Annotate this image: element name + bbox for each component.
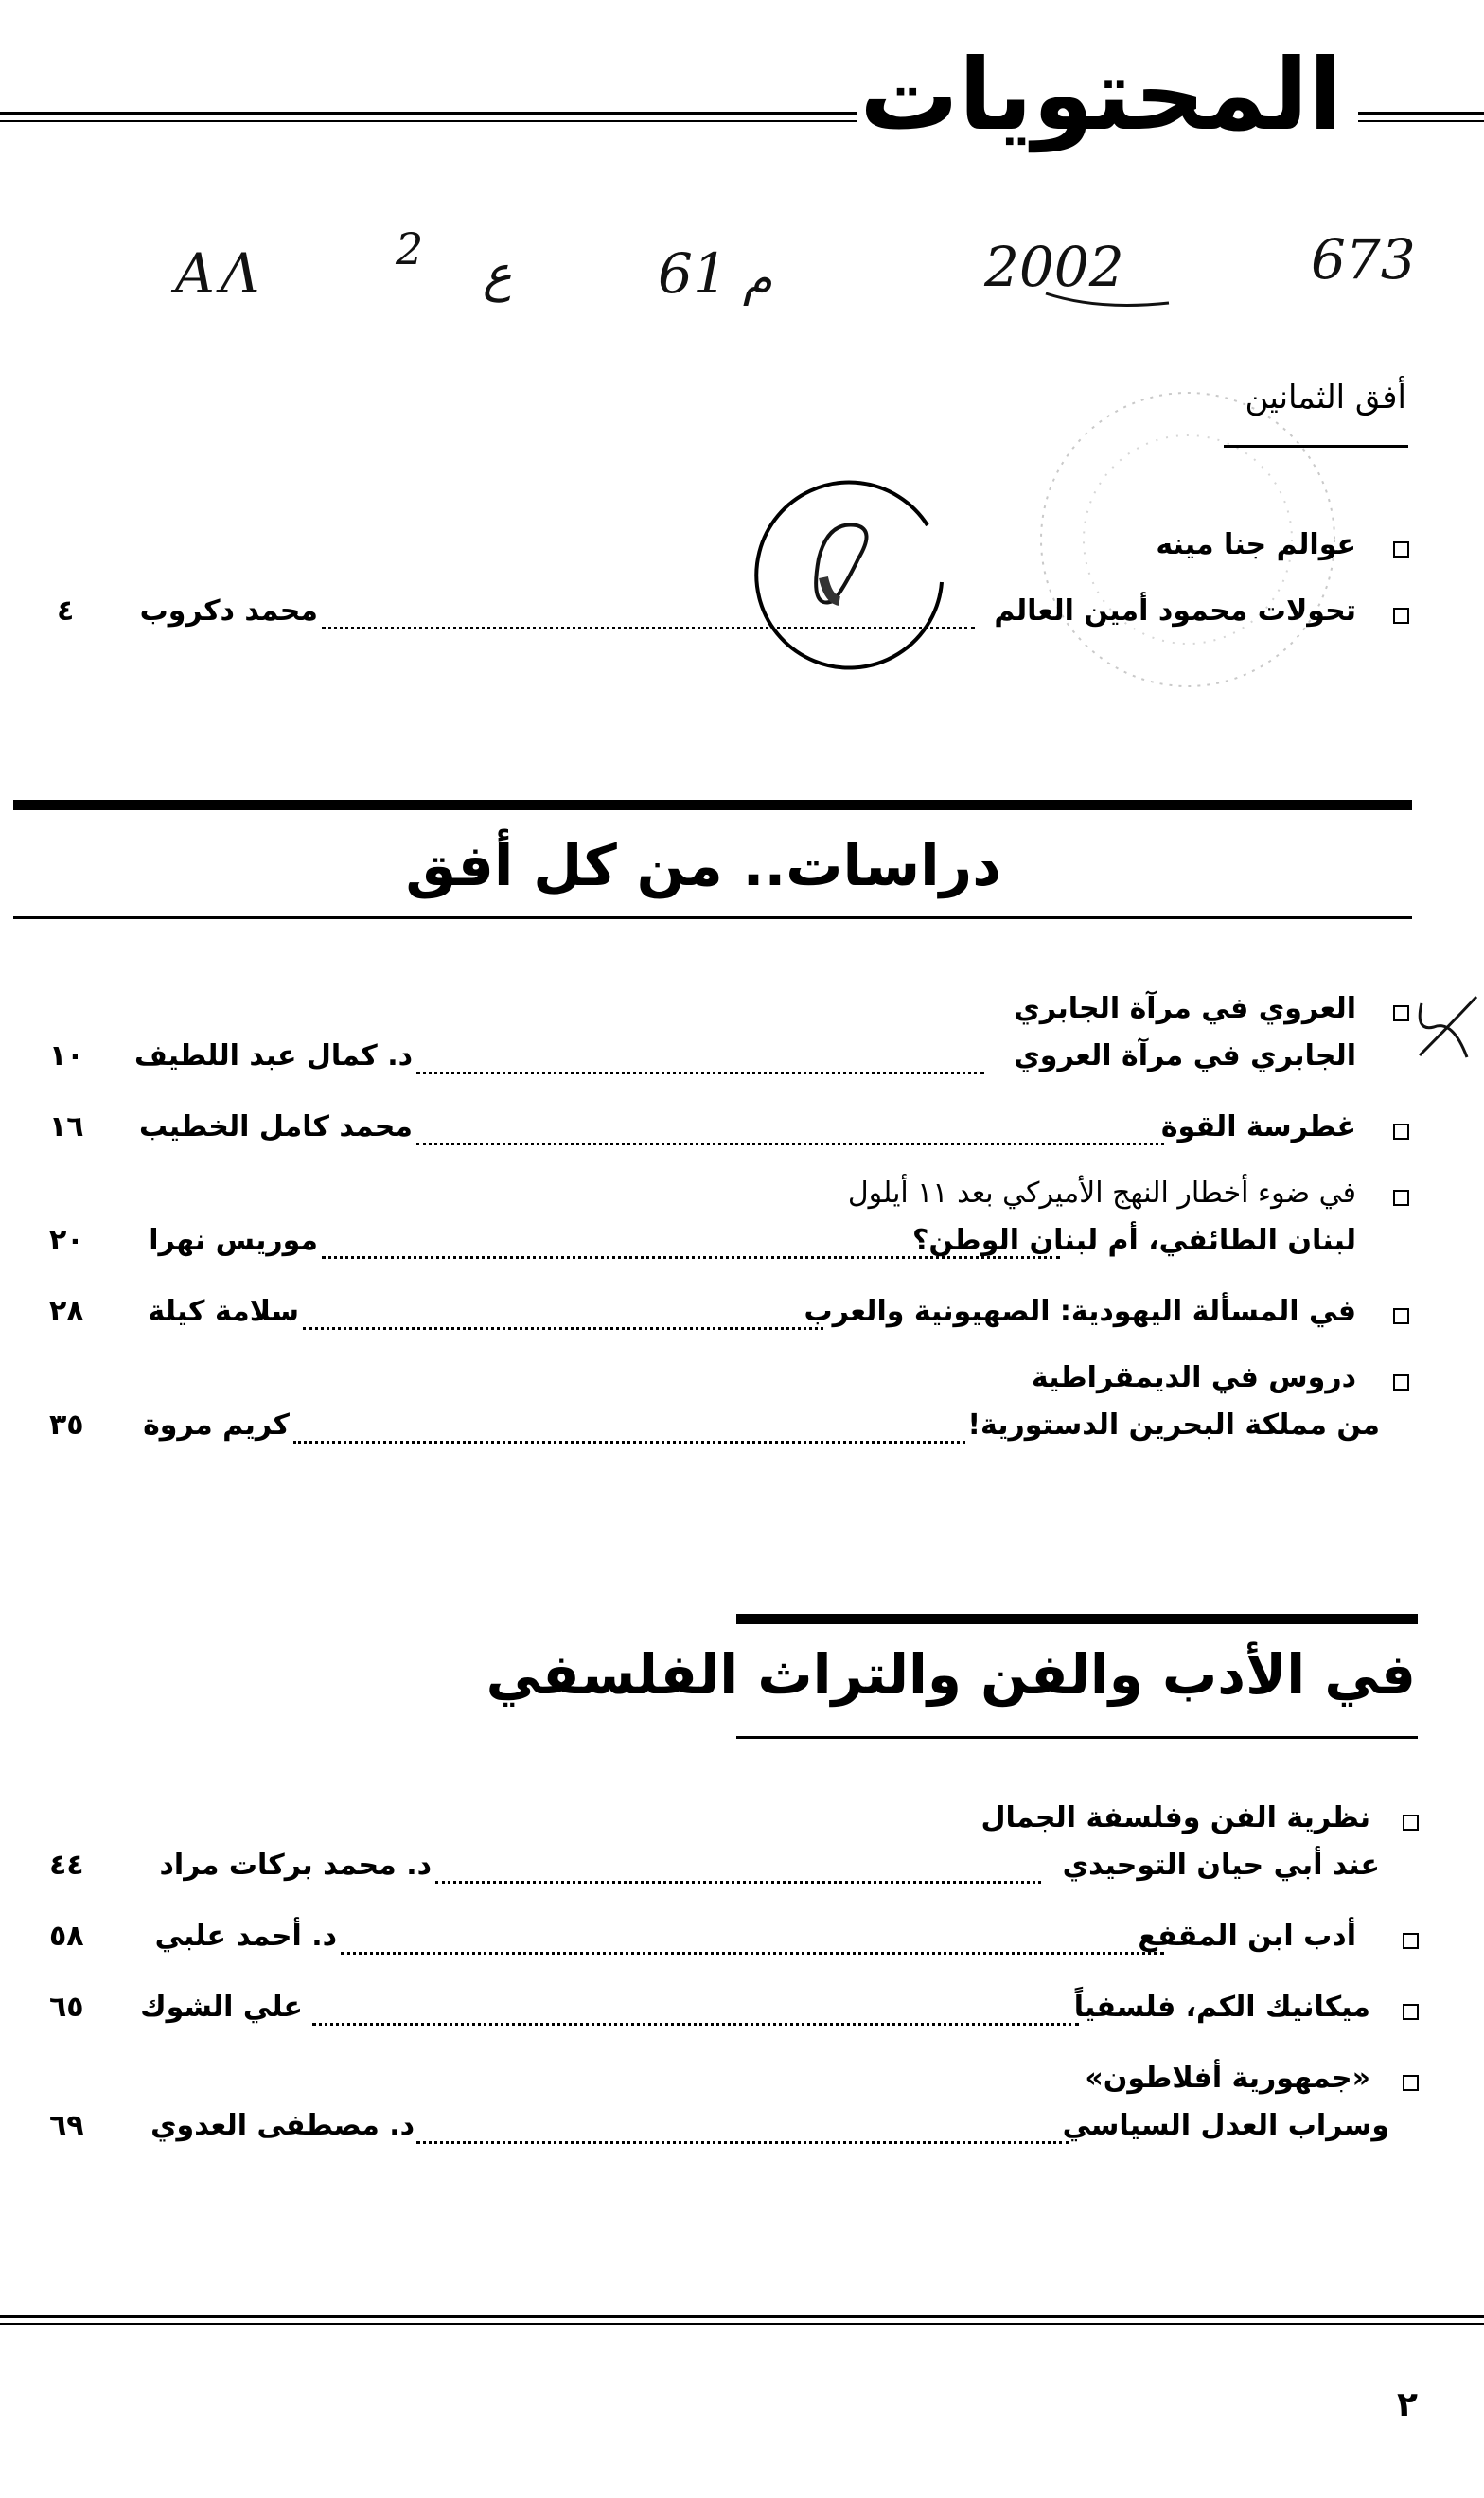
bullet	[1393, 1308, 1409, 1324]
entry-author: د. أحمد علبي	[154, 1920, 337, 1953]
leader-dots	[416, 1072, 984, 1074]
entry-title: العروي في مرآة الجابري	[1014, 992, 1356, 1025]
handwritten-note-3: ع	[483, 246, 513, 303]
bullet	[1393, 1374, 1409, 1391]
leader-dots	[322, 627, 975, 629]
header-rule-right-thin	[1358, 120, 1484, 122]
entry-page: ١٦	[49, 1110, 84, 1143]
handwritten-note-1: A Λ	[175, 241, 260, 306]
entry-title: تحولات محمود أمين العالم	[994, 594, 1356, 628]
entry-title: عوالم جنا مينه	[1156, 528, 1356, 561]
section-2-top-rule	[13, 800, 1412, 810]
handwritten-note-6: 2002	[984, 235, 1124, 299]
leader-dots	[322, 1256, 1060, 1259]
entry-title: لبنان الطائفي، أم لبنان الوطن؟	[912, 1224, 1356, 1257]
stamp-circle	[752, 469, 951, 677]
bullet	[1393, 1190, 1409, 1206]
header-rule-left	[0, 112, 857, 115]
entry-title: «جمهورية أفلاطون»	[1085, 2062, 1370, 2095]
entry-page: ٣٥	[49, 1408, 84, 1442]
section-3-title: في الأدب والفن والتراث الفلسفي	[486, 1642, 1416, 1707]
entry-author: د. مصطفى العدوي	[150, 2109, 415, 2142]
entry-title: وسراب العدل السياسي	[1062, 2109, 1389, 2142]
leader-dots	[416, 1143, 1164, 1145]
entry-title: غطرسة القوة	[1160, 1110, 1356, 1143]
entry-page: ٦٥	[49, 1991, 84, 2024]
leader-dots	[416, 2141, 1069, 2144]
leader-dots	[293, 1441, 965, 1444]
entry-author: موريس نهرا	[149, 1224, 318, 1257]
section-3-top-rule	[736, 1614, 1418, 1624]
entry-title: دروس في الديمقراطية	[1031, 1361, 1356, 1394]
leader-dots	[312, 2023, 1079, 2026]
entry-title: في ضوء أخطار النهج الأميركي بعد ١١ أيلول	[847, 1177, 1356, 1210]
footer-rule-thin	[0, 2323, 1484, 2325]
section-2-bottom-rule	[13, 916, 1412, 919]
entry-title: في المسألة اليهودية: الصهيونية والعرب	[804, 1295, 1356, 1328]
entry-title: من مملكة البحرين الدستورية!	[967, 1408, 1380, 1442]
bullet	[1403, 1815, 1419, 1831]
bullet	[1393, 608, 1409, 624]
entry-page: ٢٨	[49, 1295, 84, 1328]
entry-author: د. كمال عبد اللطيف	[133, 1039, 413, 1072]
entry-author: سلامة كيلة	[148, 1295, 299, 1328]
bullet	[1403, 2004, 1419, 2020]
handwritten-mark	[1410, 989, 1484, 1065]
entry-page: ٤	[57, 594, 75, 628]
handwritten-note-5: م	[743, 251, 772, 306]
bullet	[1403, 2075, 1419, 2091]
bullet	[1393, 1005, 1409, 1021]
bullet	[1403, 1933, 1419, 1949]
bullet	[1393, 1124, 1409, 1140]
handwritten-note-2: 2	[396, 223, 424, 275]
entry-title: نظرية الفن وفلسفة الجمال	[980, 1801, 1370, 1834]
leader-dots	[435, 1881, 1041, 1884]
section-3-bottom-rule	[736, 1736, 1418, 1739]
header-rule-right	[1358, 112, 1484, 115]
entry-page: ٦٩	[49, 2109, 84, 2142]
entry-title: عند أبي حيان التوحيدي	[1062, 1849, 1380, 1882]
handwritten-note-7: 673	[1311, 227, 1416, 292]
page-title: المحتويات	[859, 37, 1342, 152]
handwritten-underline	[1041, 284, 1174, 312]
footer-rule	[0, 2315, 1484, 2318]
section-2-title: دراسات.. من كل أفق	[405, 833, 1001, 899]
header-rule-left-thin	[0, 120, 857, 122]
entry-page: ١٠	[49, 1039, 84, 1072]
entry-author: د. محمد بركات مراد	[159, 1849, 432, 1882]
section-1-underline	[1224, 445, 1408, 448]
entry-author: كريم مروة	[143, 1408, 290, 1442]
entry-page: ٢٠	[49, 1224, 84, 1257]
entry-author: محمد دكروب	[139, 594, 318, 628]
page-number: ٢	[1397, 2385, 1418, 2424]
section-1-title: أفق الثمانين	[1245, 379, 1406, 416]
entry-page: ٤٤	[49, 1849, 84, 1882]
handwritten-note-4: 61	[658, 241, 728, 306]
leader-dots	[303, 1327, 823, 1330]
entry-title: الجابري في مرآة العروي	[1014, 1039, 1356, 1072]
entry-page: ٥٨	[49, 1920, 84, 1953]
entry-title: ميكانيك الكم، فلسفياً	[1073, 1991, 1370, 2024]
entry-author: محمد كامل الخطيب	[139, 1110, 413, 1143]
leader-dots	[341, 1952, 1164, 1955]
entry-title: أدب ابن المقفع	[1138, 1920, 1356, 1953]
bullet	[1393, 541, 1409, 558]
entry-author: علي الشوك	[140, 1991, 303, 2024]
